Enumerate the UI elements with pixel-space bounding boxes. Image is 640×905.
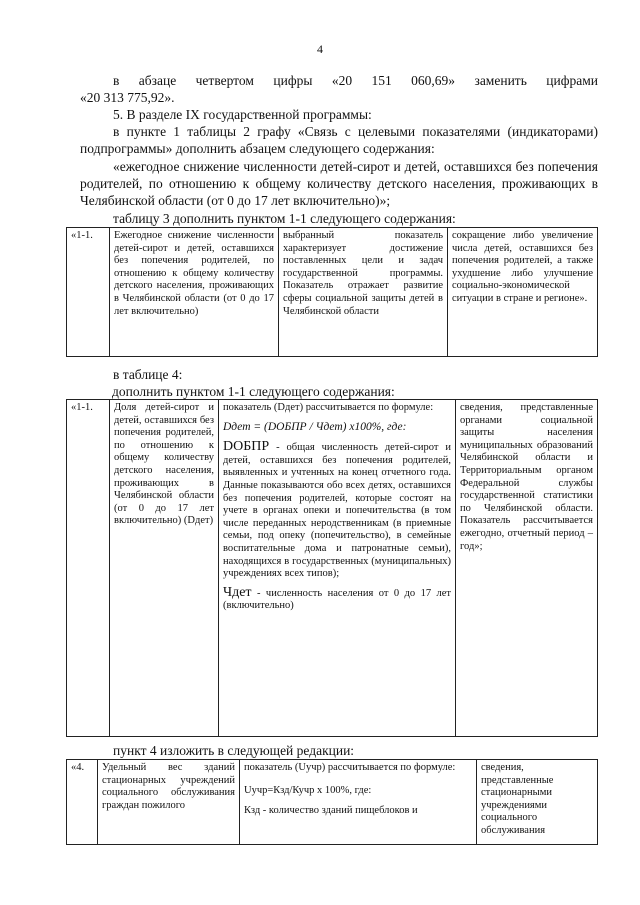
table3-factors: сокращение либо увеличение числа детей, оставшихся без попечения родителей, а также ухудшение либо улучшение социально-экономической ситуации в стране и регионе». (448, 228, 598, 357)
paragraph-table3: таблицу 3 дополнить пунктом 1-1 следующего содержания: (113, 211, 456, 226)
table4-indicator: Доля детей-сирот и детей, оставшихся без попечения родителей, по отношению к общему количеству детского населения, проживающих в Челябинской области (от 0 до 17 лет включительно) (Dдет) (110, 400, 219, 737)
table3-num: «1-1. (67, 228, 110, 357)
table4-item (66, 399, 598, 737)
table3-indicator: Ежегодное снижение численности детей-сирот и детей, оставшихся без попечения родителей, по отношению к общему количеству детского населения, проживающих в Челябинской области (от 0 до 17 лет включительно) (110, 228, 279, 357)
item4-definition: Кзд - количество зданий пищеблоков и (244, 805, 418, 817)
paragraph-table4: в таблице 4: (113, 367, 183, 382)
table4-def-1-text: - общая численность детей-сирот и детей, оставшихся без попечения родителей, выявленных и учтенных на конец отчетного года. Данные показываются обо всех детях, оставшихся без попечения родителей, которые состоят на учете в органах опеки и попечительства (в том числе переданных неродственникам (в приемные семьи, под опеку (попечительство), в семейные воспитательные дома и патронатные семьи), находящихся в государственных (муниципальных) учреждениях всех типов); (223, 442, 452, 580)
table4-method (219, 400, 456, 737)
table4-formula: Dдет = (DОБПР / Чдет) x100%, где: (223, 420, 407, 433)
page-number: 4 (317, 42, 323, 56)
table3-item (66, 227, 598, 357)
table-item4 (66, 759, 598, 845)
item4-source: сведения, представленные стационарными учреждениями социального обслуживания (477, 760, 598, 845)
table4-symbol-1: DОБПР (223, 439, 270, 455)
table4-definition-2 (223, 584, 451, 613)
paragraph-section-ix: 5. В разделе IX государственной программы: (113, 107, 372, 122)
table4-num: «1-1. (67, 400, 110, 737)
paragraph-item4: пункт 4 изложить в следующей редакции: (113, 743, 355, 758)
table3-description: выбранный показатель характеризует достижение поставленных цели и задач государственной программы. Показатель отражает развитие сферы социальной защиты детей в Челябинской области (279, 228, 448, 357)
item4-method-intro: показатель (Uучр) рассчитывается по формуле: (244, 762, 456, 773)
table4-symbol-2: Чдет (223, 584, 252, 600)
table4-source: сведения, представленные органами социальной защиты населения муниципальных образований Челябинской области и Территориальным органом Федеральной службы государственной статистики по Челябинской области. Показатель рассчитывается ежегодно, отчетный период – год»; (456, 400, 598, 737)
table4-def-2-text: - численность населения от 0 до 17 лет (включительно) (223, 587, 451, 612)
paragraph-table2: в пункте 1 таблицы 2 графу «Связь с целевыми показателями (индикаторами) подпрограммы» дополнить абзацем следующего содержания: (80, 124, 598, 156)
paragraph-indicator-quote: «ежегодное снижение численности детей-сирот и детей, оставшихся без попечения родителей, по отношению к общему количеству детского населения, проживающих в Челябинской области (от 0 до 17 лет включительно)»; (80, 159, 598, 208)
item4-formula: Uучр=Кзд/Кучр x 100%, где: (244, 784, 372, 796)
item4-method (240, 760, 477, 845)
item4-num: «4. (67, 760, 98, 845)
paragraph-amount-value: «20 313 775,92». (80, 90, 175, 105)
paragraph-amount-change: в абзаце четвертом цифры «20 151 060,69» заменить цифрами (113, 73, 598, 88)
table4-method-intro: показатель (Dдет) рассчитывается по формуле: (223, 402, 434, 413)
table4-definition-1 (223, 441, 451, 581)
item4-indicator: Удельный вес зданий стационарных учреждений социального обслуживания граждан пожилого (98, 760, 240, 845)
paragraph-add-item: дополнить пунктом 1-1 следующего содержания: (112, 384, 395, 399)
